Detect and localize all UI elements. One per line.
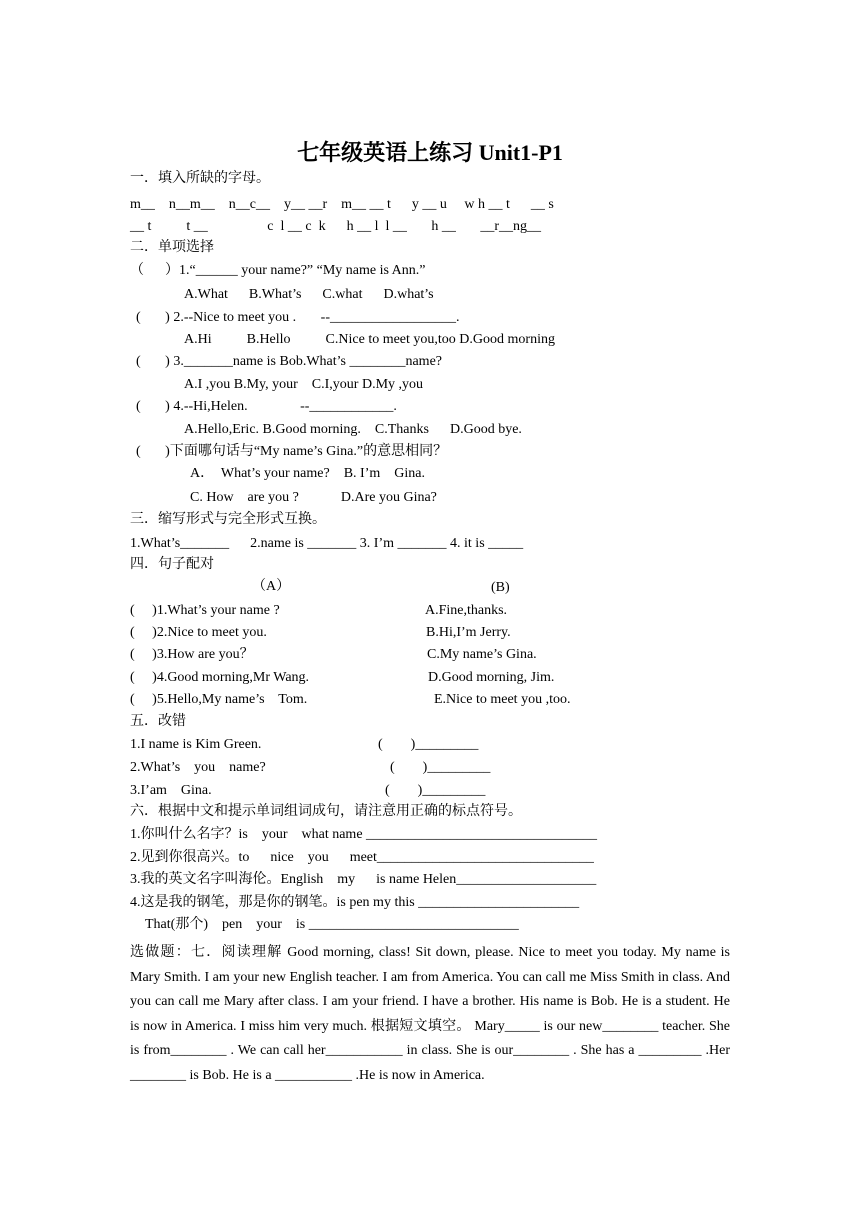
text-line: 4.这是我的钢笔，那是你的钢笔。is pen my this _______________________ — [130, 895, 580, 910]
text-line: m__ n__m__ n__c__ y__ __r m__ __ t y __ u w h __ t __ s — [130, 197, 554, 212]
text-line: B.Hi,I’m Jerry. — [426, 625, 511, 640]
text-line: A.What B.What’s C.what D.what’s — [184, 287, 434, 302]
text-line: 六．根据中文和提示单词组词成句，请注意用正确的标点符号。 — [130, 804, 522, 819]
text-line: 三．缩写形式与完全形式互换。 — [130, 512, 326, 527]
text-line: 1.What’s_______ 2.name is _______ 3. I’m _______ 4. it is _____ — [130, 536, 524, 551]
text-line: 3.I’am Gina. — [130, 783, 212, 798]
text-line: ( ) 2.--Nice to meet you . --__________________. — [136, 310, 460, 325]
text-line: A.Fine,thanks. — [425, 603, 508, 618]
text-line: ( )_________ — [378, 737, 479, 752]
text-line: A.Hi B.Hello C.Nice to meet you,too D.Good morning — [184, 332, 555, 347]
text-line: D.Good morning, Jim. — [428, 670, 555, 685]
text-line: That(那个) pen your is ______________________________ — [145, 917, 519, 932]
text-line: 四．句子配对 — [130, 557, 214, 572]
text-line: （A） — [252, 579, 291, 594]
text-line: A． What’s your name? B. I’m Gina. — [190, 466, 425, 481]
text-line: ( )3.How are you？ — [130, 647, 254, 662]
text-line: C.My name’s Gina. — [427, 647, 537, 662]
text-line: ( )4.Good morning,Mr Wang. — [130, 670, 310, 685]
text-line: 1.你叫什么名字？is your what name _________________________________ — [130, 827, 598, 842]
text-line: 一．填入所缺的字母。 — [130, 171, 270, 186]
text-line: 3.我的英文名字叫海伦。English my is name Helen____________________ — [130, 872, 597, 887]
text-line: A.Hello,Eric. B.Good morning. C.Thanks D.Good bye. — [184, 422, 522, 437]
page-title: 七年级英语上练习 Unit1-P1 — [297, 140, 563, 165]
text-line: ( )_________ — [390, 760, 491, 775]
text-line: 五．改错 — [130, 714, 186, 729]
text-line: ( )5.Hello,My name’s Tom. — [130, 692, 308, 707]
text-line: 2.见到你很高兴。to nice you meet_______________________________ — [130, 850, 594, 865]
text-line: ( )2.Nice to meet you. — [130, 625, 267, 640]
text-line: ( ) 4.--Hi,Helen. --____________. — [136, 399, 397, 414]
text-line: ( )_________ — [385, 783, 486, 798]
reading-passage: 选做题：七．阅读理解 Good morning, class! Sit down, please. Nice to meet you today. My name is Mary Smith. I am your new English teacher. I am from America. You can call me Miss Smith in class. And you can call me Mary after class. I am your friend. I have a brother. His name is Bob. He is a student. He is now in America. I miss him very much. 根据短文填空。 Mary_____ is our new________ teacher. She is from________ . We can call her___________ in class. She is our________ . She has a _________ .Her ________ is Bob. He is a ___________ .He is now in America. — [130, 945, 730, 1083]
text-line: 1.I name is Kim Green. — [130, 737, 262, 752]
text-line: C. How are you ? D.Are you Gina? — [190, 490, 437, 505]
text-line: __ t t __ c l __ c k h __ l l __ h __ __r__ng__ — [130, 219, 542, 234]
text-line: 二．单项选择 — [130, 240, 214, 255]
text-line: ( ) 3._______name is Bob.What’s ________name? — [136, 354, 443, 369]
text-line: E.Nice to meet you ,too. — [434, 692, 571, 707]
text-line: 2.What’s you name? — [130, 760, 266, 775]
text-line: ( )1.What’s your name ? — [130, 603, 280, 618]
text-line: ( )下面哪句话与“My name’s Gina.”的意思相同？ — [136, 444, 448, 459]
text-line: (B) — [491, 580, 510, 595]
text-line: A.I ,you B.My, your C.I,your D.My ,you — [184, 377, 424, 392]
text-line: （ ）1.“______ your name?” “My name is Ann.” — [130, 263, 426, 278]
